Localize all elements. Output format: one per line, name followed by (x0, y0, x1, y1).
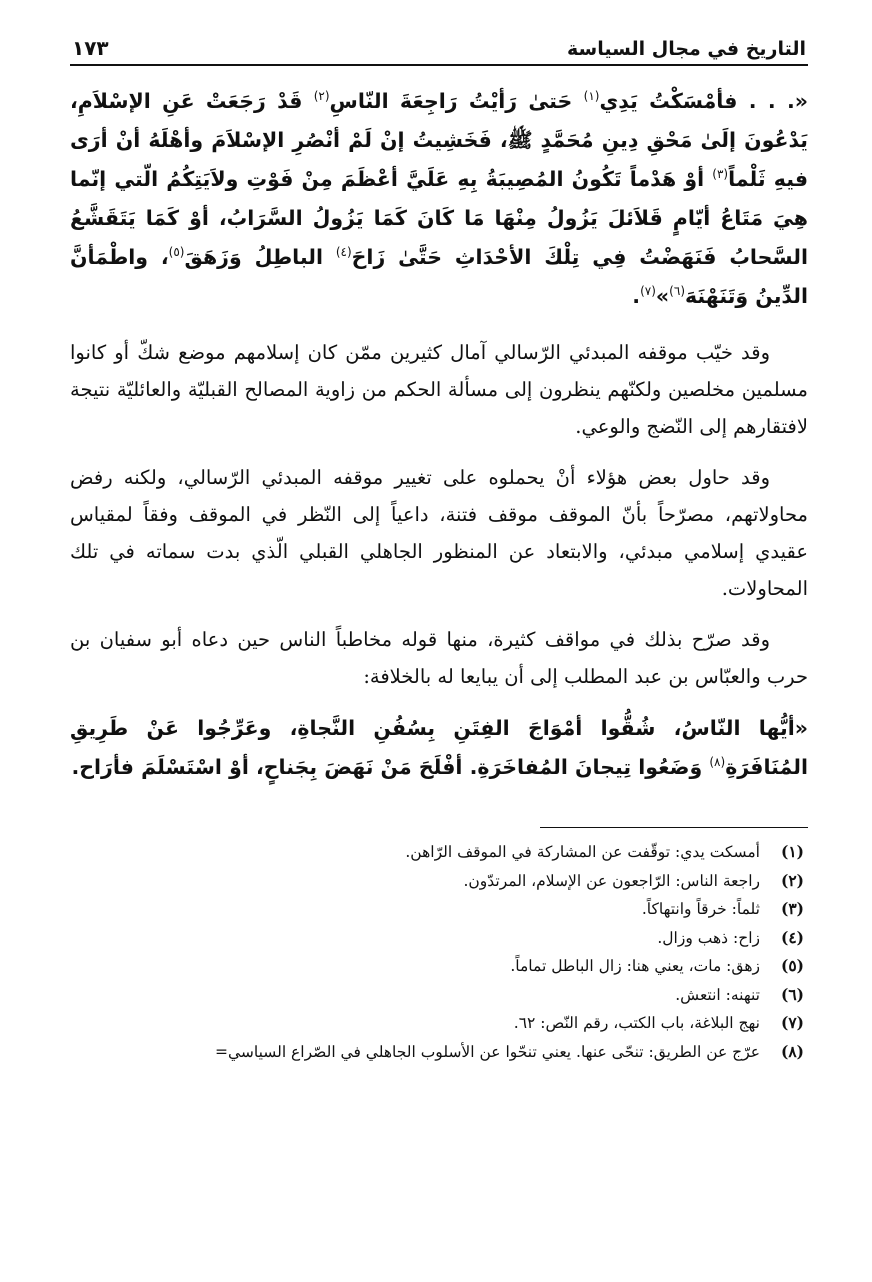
footnote-number: (٦) (780, 984, 804, 1004)
page-number: ١٧٣ (72, 36, 109, 60)
footnote-ref-4[interactable]: (٤) (335, 245, 352, 260)
footnote-item (70, 1038, 808, 1067)
footnote-text: أمسكت يدي: توقّفت عن المشاركة في الموقف الرّاهن. (405, 843, 760, 861)
quote1-segment-7: » (655, 284, 670, 308)
footnote-ref-3[interactable]: (٣) (712, 167, 729, 182)
footnote-ref-2[interactable]: (٢) (313, 89, 330, 104)
quote1-segment-2: حَتىٰ رَأيْتُ رَاجِعَةَ النّاسِ (329, 89, 584, 113)
footnote-text: عرّج عن الطريق: تنحّى عنها. يعني تنحّوا عن الأسلوب الجاهلي في الصّراع السياسي= (214, 1042, 760, 1061)
footnote-divider (540, 827, 808, 828)
footnote-text: تنهنه: انتعش. (675, 985, 760, 1004)
footnote-number: (٥) (780, 956, 804, 975)
footnote-item (70, 867, 808, 896)
footnote-ref-7[interactable]: (٧) (640, 284, 656, 299)
quote1-segment-3: قَدْ رَجَعَتْ عَنِ الإسْلاَمِ، يَدْعُونَ إلَىٰ مَحْقِ دِينِ مُحَمَّدٍ ﷺ، فَخَشِيتُ إنْ لَمْ أنْصُرِ الإسْلاَمَ وأهْلَهُ أنْ أرَى فيهِ ثَلْماً (70, 89, 808, 191)
quote1-segment-1: «. . . فأمْسَكْتُ يَدِي (599, 89, 809, 113)
quote2-segment-1: «أيُّها النّاسُ، شُقُّوا أمْوَاجَ الفِتَنِ بِسُفُنِ النَّجاةِ، وعَرِّجُوا عَنْ طَرِيقِ المُنَافَرَةِ (70, 716, 808, 779)
quote1-segment-8: . (632, 284, 641, 308)
footnote-number: (١) (780, 842, 804, 861)
book-page (70, 26, 808, 1262)
footnote-number: (٣) (780, 899, 804, 918)
running-header (70, 26, 808, 66)
quote1-segment-6: ، واطْمَأنَّ الدِّينُ وَتَنَهْنَهَ (70, 245, 808, 308)
footnote-item (70, 895, 808, 924)
footnote-item (70, 952, 808, 981)
footnote-number: (٢) (780, 870, 804, 890)
footnote-text: زهق: مات، يعني هنا: زال الباطل تماماً. (510, 957, 760, 975)
footnote-text: راجعة الناس: الرّاجعون عن الإسلام، المرتدّون. (463, 871, 760, 890)
footnote-text: نهج البلاغة، باب الكتب، رقم النّص: ٦٢. (513, 1014, 760, 1032)
footnote-number: (٧) (780, 1013, 804, 1032)
footnote-item (70, 838, 808, 867)
footnote-text: زاح: ذهب وزال. (657, 928, 760, 947)
quoted-text-2 (70, 709, 808, 787)
quote1-segment-4: أوْ هَدْماً تَكُونُ المُصِيبَةُ بِهِ عَلَيَّ أعْظَمَ مِنْ فَوْتِ ولاَيَتِكُمُ الّتي إنّما هِيَ مَتَاعُ أيّامٍ قَلاَئلَ يَزُولُ مِنْهَا مَا كَانَ كَمَا يَزُولُ السَّرَابُ، أوْ كَمَا يَتَقَشَّعُ السَّحابُ فَنَهَضْتُ فِي تِلْكَ الأحْدَاثِ حَتَّىٰ زَاحَ (70, 167, 808, 269)
footnote-item (70, 1009, 808, 1038)
footnote-ref-6[interactable]: (٦) (669, 284, 685, 299)
footnote-ref-1[interactable]: (١) (583, 89, 600, 104)
footnote-number: (٨) (780, 1041, 804, 1061)
quote2-segment-2: وَضَعُوا تِيجانَ المُفاخَرَةِ. أفْلَحَ مَنْ نَهَضَ بِجَناحٍ، أوْ اسْتَسْلَمَ فأرَاح. (71, 755, 710, 779)
quoted-text-1 (70, 82, 808, 316)
footnote-text: ثلماً: خرقاً وانتهاكاً. (641, 900, 760, 918)
footnote-ref-8[interactable]: (٨) (709, 755, 726, 770)
body-paragraph-3: وقد صرّح بذلك في مواقف كثيرة، منها قوله مخاطباً الناس حين دعاه أبو سفيان بن حرب والعبّاس بن عبد المطلب إلى أن يبايعا له بالخلافة: (70, 628, 808, 688)
running-title: التاريخ في مجال السياسة (567, 38, 806, 60)
footnote-item (70, 981, 808, 1010)
footnote-ref-5[interactable]: (٥) (168, 245, 185, 260)
footnote-item (70, 924, 808, 953)
body-paragraph-2: وقد حاول بعض هؤلاء أنْ يحملوه على تغيير موقفه المبدئي الرّسالي، ولكنه رفض محاولاتهم، مصرّحاً بأنّ الموقف موقف فتنة، داعياً إلى النّظر في الموقف وفقاً لمقياس عقيدي إسلامي مبدئي، والابتعاد عن المنظور الجاهلي القبلي الّذي بدت سماته في تلك المحاولات. (70, 466, 808, 600)
footnotes-list (70, 838, 808, 1066)
body-paragraph-1: وقد خيّب موقفه المبدئي الرّسالي آمال كثيرين ممّن كان إسلامهم موضع شكّ أو كانوا مسلمين مخلصين ولكنّهم ينظرون إلى مسألة الحكم من زاوية المصالح القبليّة والعائليّة نتيجة لافتقارهم إلى النّضج والوعي. (70, 341, 808, 438)
footnote-number: (٤) (780, 927, 804, 947)
quote1-segment-5: الباطِلُ وَزَهَقَ (184, 245, 336, 269)
